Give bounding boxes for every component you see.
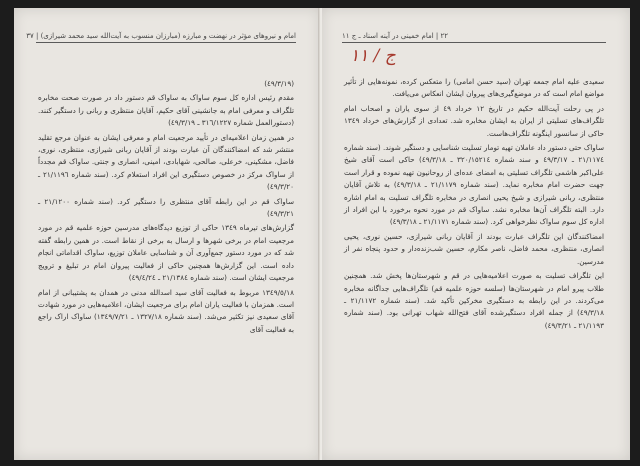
right-header-rule (342, 42, 606, 43)
paragraph: (٤٩/٣/١٩) (264, 79, 294, 88)
left-page (14, 8, 321, 460)
right-page-body (344, 76, 604, 334)
paragraph: ساواک قم در این رابطه آقای منتظری را دستگیر کرد. (سند شماره ٢١/١٢٠٠ ـ ٤٩/٣/٢١) (38, 196, 294, 219)
paragraph: در همین زمان اعلامیه‌ای در تأیید مرجعیت امام و معرفی ایشان به عنوان مرجع تقلید منتشر شد که امضاکنندگان آن عبارت بودند از آقایان ربانی شیرازی، منتظری، نوری، فاضل، مشکینی، خرعلی، صالحی، شهابادی، امینی، انصاری و جنتی. ساواک قم مجدداً از ساواک مرکز در خصوص دستگیری این افراد استعلام کرد. (سند شماره ٢١/١١٩٦ ـ ٤٩/٣/٢٠) (38, 132, 295, 192)
paragraph: ١٣٤٩/٥/١٨ مربوط به فعالیت آقای سید اسدالله مدنی در همدان به پشتیبانی از امام است. همزمان با فعالیت یاران امام برای مرجعیت ایشان، اعلامیه‌هایی در مورد شهادت آقای سعیدی نیز تکثیر می‌شد. (سند شماره ١٣٢٧/١٨ ـ ١٣٤٩/٧/٢١) ساواک اراک راجع به فعالیت آقای (38, 287, 294, 334)
paragraph: مقدم رئیس اداره کل سوم ساواک به ساواک قم دستور داد در صورت صحت مخابره تلگراف و معرفی امام به جانشینی آقای حکیم، آقایان منتظری و ربانی را دستگیر کنند. (دستورالعمل شماره ٣١٦/١٢٢٧ ـ ٤٩/٣/١٩) (38, 93, 294, 128)
paragraph: در پی رحلت آیت‌الله حکیم در تاریخ ١٢ خرداد ٤٩ از سوی یاران و اصحاب امام تلگراف‌های تسلیتی از ایران به ایشان مخابره شد. تعدادی از گزارش‌های خرداد ١٣٤٩ حاکی از سانسور اینگونه تلگراف‌هاست. (344, 103, 604, 138)
right-running-header: ٢٢ | امام خمینی در آینه اسناد ـ ج ١١ (342, 32, 449, 40)
paragraph: گزارش‌های تیرماه ١٣٤٩ حاکی از توزیع دیدگاه‌های مدرسین حوزه علمیه قم در مورد مرجعیت امام در برخی شهرها و ارسال به برخی از نقاط است. در همین رابطه گفته شد که در مورد دستور جمع‌آوری آن و شناسایی عاملان توزیع، ساواک اقداماتی انجام داده است. این گزارش‌ها همچنین حاکی از فعالیت پیروان امام در تبلیغ و ترویج مرجعیت ایشان است. (سند شماره ٢١/١٣٨٤ ـ ٤٩/٤/٢٤) (38, 223, 295, 283)
right-page (322, 8, 630, 460)
left-running-header: امام و نیروهای مؤثر در نهضت و مبارزه (مبارزان منسوب به آیت‌الله سید محمد شیرازی) | ٣٧ (26, 32, 296, 40)
left-header-rule (36, 42, 296, 43)
paragraph: این تلگراف تسلیت به صورت اعلامیه‌هایی در قم و شهرستان‌ها پخش شد. همچنین طلاب پیرو امام در شهرستان‌ها (سلسه حوزه علمیه قم) تلگراف‌هایی جداگانه مخابره می‌کردند. در این رابطه به دستگیری مخرکین تأکید شد. (سند شماره ٢١/١١٧٢ ـ ٤٩/٣/١٨) از جمله افراد دستگیرشده آقای فتح‌الله شهاب تهرانی بود. (سند شماره ٢١/١١٩٣ ـ ٤٩/٣/٢١) (344, 271, 604, 330)
handwritten-volume-mark: ج / ١١ (350, 46, 396, 66)
paragraph: ساواک حتی دستور داد عاملان تهیه تومار تسلیت شناسایی و دستگیر شوند. (سند شماره ٢١/١١٧٤ ـ ٤٩/٣/١٧ و سند شماره ٣٢٠/١٥٢١٤ ـ ٤٩/٣/١٨) حاکی است آقای شیخ علی‌اکبر هاشمی تلگراف تسلیتی به امضای عده‌ای از روحانیون تهیه نموده و قرار است جهت حضرت امام مخابره نماید. (سند شماره ٢١/١١٧٩ ـ ٤٩/٣/١٨) به تلاش آقایان منتظری، ربانی شیرازی و شیخ یحیی انصاری در مخابره تلگراف تسلیت به امام اشاره دارد. البته تلگراف آن‌ها مخابره نشد. ساواک قم در مورد نحوه برخورد با این افراد از اداره کل سوم ساواک نظرخواهی کرد. (سند شماره ٢١/١١٧١ ـ ٤٩/٣/١٨) (344, 143, 604, 227)
left-page-body (38, 78, 294, 338)
paragraph: سعیدی علیه امام جمعه تهران (سید حسن امامی) را متعکس کرده، نمونه‌هایی از تأثیر مواضع امام است که در موضع‌گیری‌های پیروان ایشان انعکاس می‌یافت. (344, 77, 604, 99)
paragraph: امضاکنندگان این تلگراف عبارت بودند از آقایان ربانی شیرازی، حسین نوری، یحیی انصاری، منتظری، محمد فاضل، ناصر مکارم، حسین شب‌زنده‌دار و حدود پنجاه نفر از مدرسین. (344, 231, 604, 266)
